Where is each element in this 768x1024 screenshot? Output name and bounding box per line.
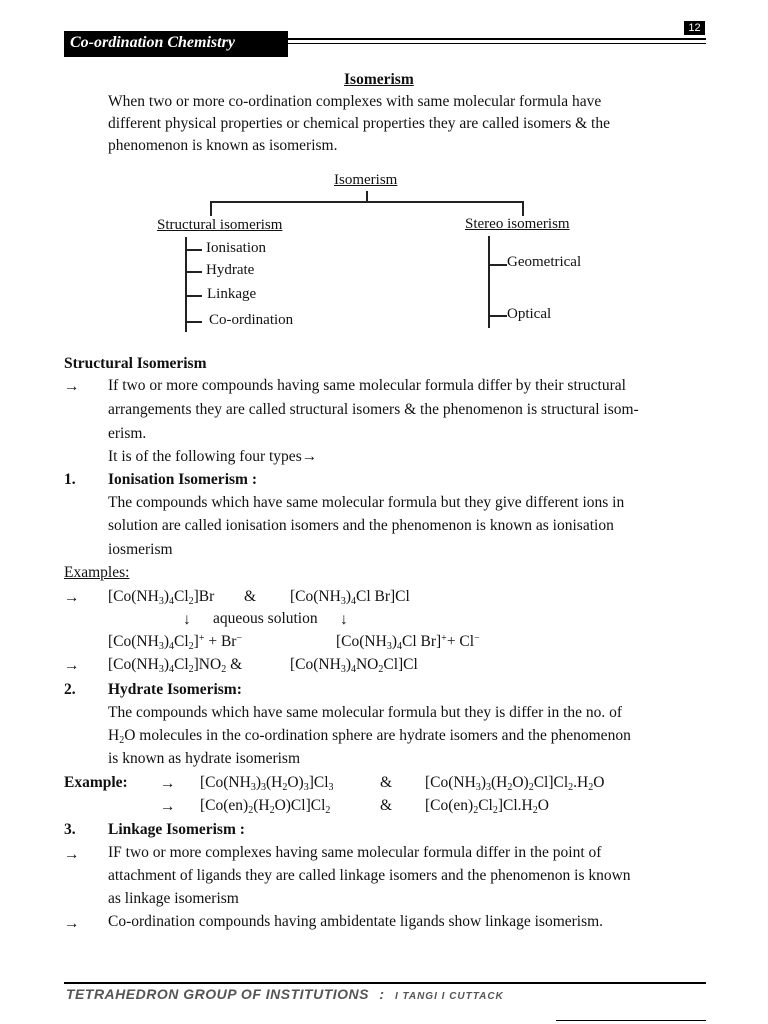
ion-ex1-ions-a: $[Co(NH_3)_4Cl_2]^+ + Br^-$ — [108, 633, 243, 652]
linkage-heading: Linkage Isomerism : — [108, 821, 245, 838]
examples-label: Examples: — [64, 564, 130, 581]
optical-node: Optical — [507, 306, 552, 322]
ion-ex1-formula-a: $[Co(NH_3)_4Cl_2]Br$ — [108, 588, 215, 607]
hydrate-line-1: The compounds which have same molecular formula but they is differ in the no. of — [108, 704, 623, 721]
ionisation-number: 1. — [64, 471, 76, 488]
linkage-line-1: IF two or more complexes having same molecular formula differ in the point of — [108, 844, 602, 861]
chapter-title: Co-ordination Chemistry — [70, 34, 235, 51]
hyd-ex2-amp: & — [380, 797, 393, 814]
footer-text — [66, 986, 504, 1002]
footer-rule — [64, 982, 706, 984]
footer-corner-rule — [556, 1020, 706, 1021]
isomerism-heading: Isomerism — [344, 71, 414, 88]
optical-tick — [488, 315, 507, 317]
ion-ex1-formula-b: [$Co(NH_3)_4Cl$ Br]Cl — [290, 588, 410, 607]
tree-stem — [366, 191, 368, 201]
down-arrow-left: ↓ — [183, 611, 191, 628]
header-rule-thin — [288, 43, 706, 44]
ion-ex1-amp: & — [244, 588, 257, 605]
linkage-last-line: Co-ordination compounds having ambidentate ligands show linkage isomerism. — [108, 913, 604, 930]
types-arrow: → — [301, 448, 318, 465]
linkage-line-2: attachment of ligands they are called linkage isomers and the phenomenon is known — [108, 867, 631, 884]
ionisation-line-3: iosmerism — [108, 541, 173, 558]
hyd-ex1-arrow: → — [160, 775, 176, 792]
footer-sep: : — [379, 986, 385, 1002]
ion-ex2-formula-b: $[Co(NH_3)_4NO_2Cl]Cl$ — [290, 656, 418, 675]
structural-line-1: If two or more compounds having same molecular formula differ by their structural — [108, 377, 626, 394]
ion-ex2-arrow: → — [64, 657, 80, 674]
hyd-ex1-formula-b: $[Co(NH_3)_3(H_2O)_2Cl]Cl_2.H_2O$ — [425, 774, 605, 793]
ionisation-tick — [185, 249, 202, 251]
aqueous-solution-label: aqueous solution — [213, 610, 318, 627]
ion-ex2-formula-a: $[Co(NH_3)_4Cl_2]NO_2$ & — [108, 656, 243, 675]
hyd-ex2-arrow: → — [160, 798, 176, 815]
geometrical-node: Geometrical — [507, 254, 582, 270]
linkage-line-3: as linkage isomerism — [108, 890, 239, 907]
structural-line-2: arrangements they are called structural isomers & the phenomenon is structural isom- — [108, 401, 639, 418]
structural-heading: Structural Isomerism — [64, 355, 207, 372]
structural-arrow: → — [64, 378, 80, 395]
header-rule — [288, 38, 706, 40]
types-line — [108, 448, 317, 466]
down-arrow-right: ↓ — [340, 611, 348, 628]
structural-line-3: erism. — [108, 425, 147, 442]
tree-branch — [210, 201, 523, 203]
hydrate-node: Hydrate — [206, 262, 255, 278]
intro-line-1: When two or more co-ordination complexes with same molecular formula have — [108, 93, 602, 110]
footer-location: I TANGI I CUTTACK — [394, 991, 504, 1002]
stereo-node: Stereo isomerism — [465, 216, 570, 232]
hydrate-heading: Hydrate Isomerism: — [108, 681, 242, 698]
coordination-node: Co-ordination — [209, 312, 294, 328]
ionisation-node: Ionisation — [206, 240, 266, 256]
linkage-tick — [185, 295, 202, 297]
coordination-tick — [185, 321, 202, 323]
intro-line-3: phenomenon is known as isomerism. — [108, 137, 338, 154]
tree-right-drop — [522, 201, 524, 216]
page-number: 12 — [684, 21, 705, 35]
hydrate-tick — [185, 271, 202, 273]
linkage-arrow-1: → — [64, 846, 80, 863]
ionisation-line-2: solution are called ionisation isomers and the phenomenon is known as ionisation — [108, 517, 614, 534]
structural-node: Structural isomerism — [157, 217, 283, 233]
geometrical-tick — [488, 264, 507, 266]
hydrate-line-2: $H_2O$ molecules in the co-ordination sphere are hydrate isomers and the phenomenon — [108, 727, 631, 746]
hyd-ex2-formula-b: $[Co(en)_2Cl_2]Cl.H_2O$ — [425, 797, 549, 816]
structural-spine — [185, 237, 187, 332]
tree-left-drop — [210, 201, 212, 216]
ionisation-line-1: The compounds which have same molecular formula but they give different ions in — [108, 494, 625, 511]
ionisation-heading: Ionisation Isomerism : — [108, 471, 257, 488]
ion-ex1-ions-b: [$Co(NH_3)_4Cl$ Br]++ Cl− — [336, 633, 480, 652]
hydrate-line-2-text: molecules in the co-ordination sphere are hydrate isomers and the phenomenon — [139, 727, 631, 744]
hydrate-number: 2. — [64, 681, 76, 698]
hyd-ex1-formula-a: $[Co(NH_3)_3(H_2O)_3]Cl_3$ — [200, 774, 334, 793]
linkage-number: 3. — [64, 821, 76, 838]
linkage-arrow-2: → — [64, 915, 80, 932]
hyd-ex2-formula-a: $[Co(en)_2(H_2O)Cl]Cl_2$ — [200, 797, 331, 816]
intro-line-2: different physical properties or chemical properties they are called isomers & the — [108, 115, 610, 132]
hydrate-line-3: is known as hydrate isomerism — [108, 750, 301, 767]
linkage-node: Linkage — [207, 286, 257, 302]
tree-root: Isomerism — [334, 172, 398, 188]
ion-ex1-arrow: → — [64, 589, 80, 606]
hydrate-example-label: Example: — [64, 774, 128, 791]
hyd-ex1-amp: & — [380, 774, 393, 791]
types-text: It is of the following four types — [108, 448, 302, 465]
footer-institution: TETRAHEDRON GROUP OF INSTITUTIONS — [66, 986, 369, 1002]
